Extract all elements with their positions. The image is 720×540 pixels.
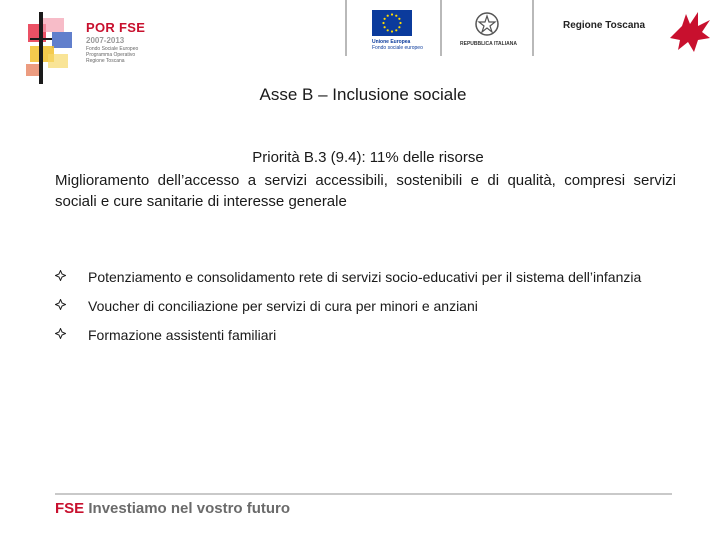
program-subtitle <box>86 46 138 64</box>
fse-logo-mark <box>22 10 78 86</box>
footer-slogan-text: Investiamo nel vostro futuro <box>88 500 291 517</box>
list-item-text: Formazione assistenti familiari <box>88 327 277 343</box>
list-item-text: Potenziamento e consolidamento rete di servizi socio-educativi per il sistema dell’infanzia <box>88 269 642 285</box>
eu-label-subtitle: Fondo sociale europeo <box>372 45 423 51</box>
measures-list <box>55 268 655 355</box>
diamond-bullet-icon <box>55 299 66 310</box>
eu-flag-icon <box>372 10 412 36</box>
header-divider <box>345 0 347 56</box>
eu-label <box>372 39 432 51</box>
program-subtitle-line: Regione Toscana <box>86 58 125 64</box>
list-item <box>55 326 655 345</box>
republic-label: REPUBBLICA ITALIANA <box>460 41 517 47</box>
footer-divider <box>55 493 672 495</box>
slide-title: Asse B – Inclusione sociale <box>259 85 467 104</box>
header-divider <box>440 0 442 56</box>
eu-label-title: Unione Europea <box>372 39 411 45</box>
list-item <box>55 297 655 316</box>
diamond-bullet-icon <box>55 328 66 339</box>
footer-brand: FSE <box>55 500 85 517</box>
priority-description: Miglioramento dell’accesso a servizi accessibili, sostenibili e di qualità, compresi servizi sociali e cure sanitarie di interesse generale <box>55 172 676 210</box>
italian-republic-emblem-icon <box>474 11 500 37</box>
footer-slogan <box>55 500 290 517</box>
program-subtitle-line: Fondo Sociale Europeo <box>86 46 139 52</box>
list-item <box>55 268 655 287</box>
header-bar <box>0 0 720 90</box>
program-title: POR FSE <box>86 20 146 35</box>
priority-heading: Priorità B.3 (9.4): 11% delle risorse <box>252 149 484 166</box>
diamond-bullet-icon <box>55 270 66 281</box>
pegasus-logo-icon <box>664 8 716 56</box>
list-item-text: Voucher di conciliazione per servizi di cura per minori e anziani <box>88 298 478 314</box>
program-subtitle-line: Programma Operativo <box>86 52 136 58</box>
program-years: 2007-2013 <box>86 36 125 45</box>
region-label: Regione Toscana <box>563 20 646 31</box>
header-divider <box>532 0 534 56</box>
